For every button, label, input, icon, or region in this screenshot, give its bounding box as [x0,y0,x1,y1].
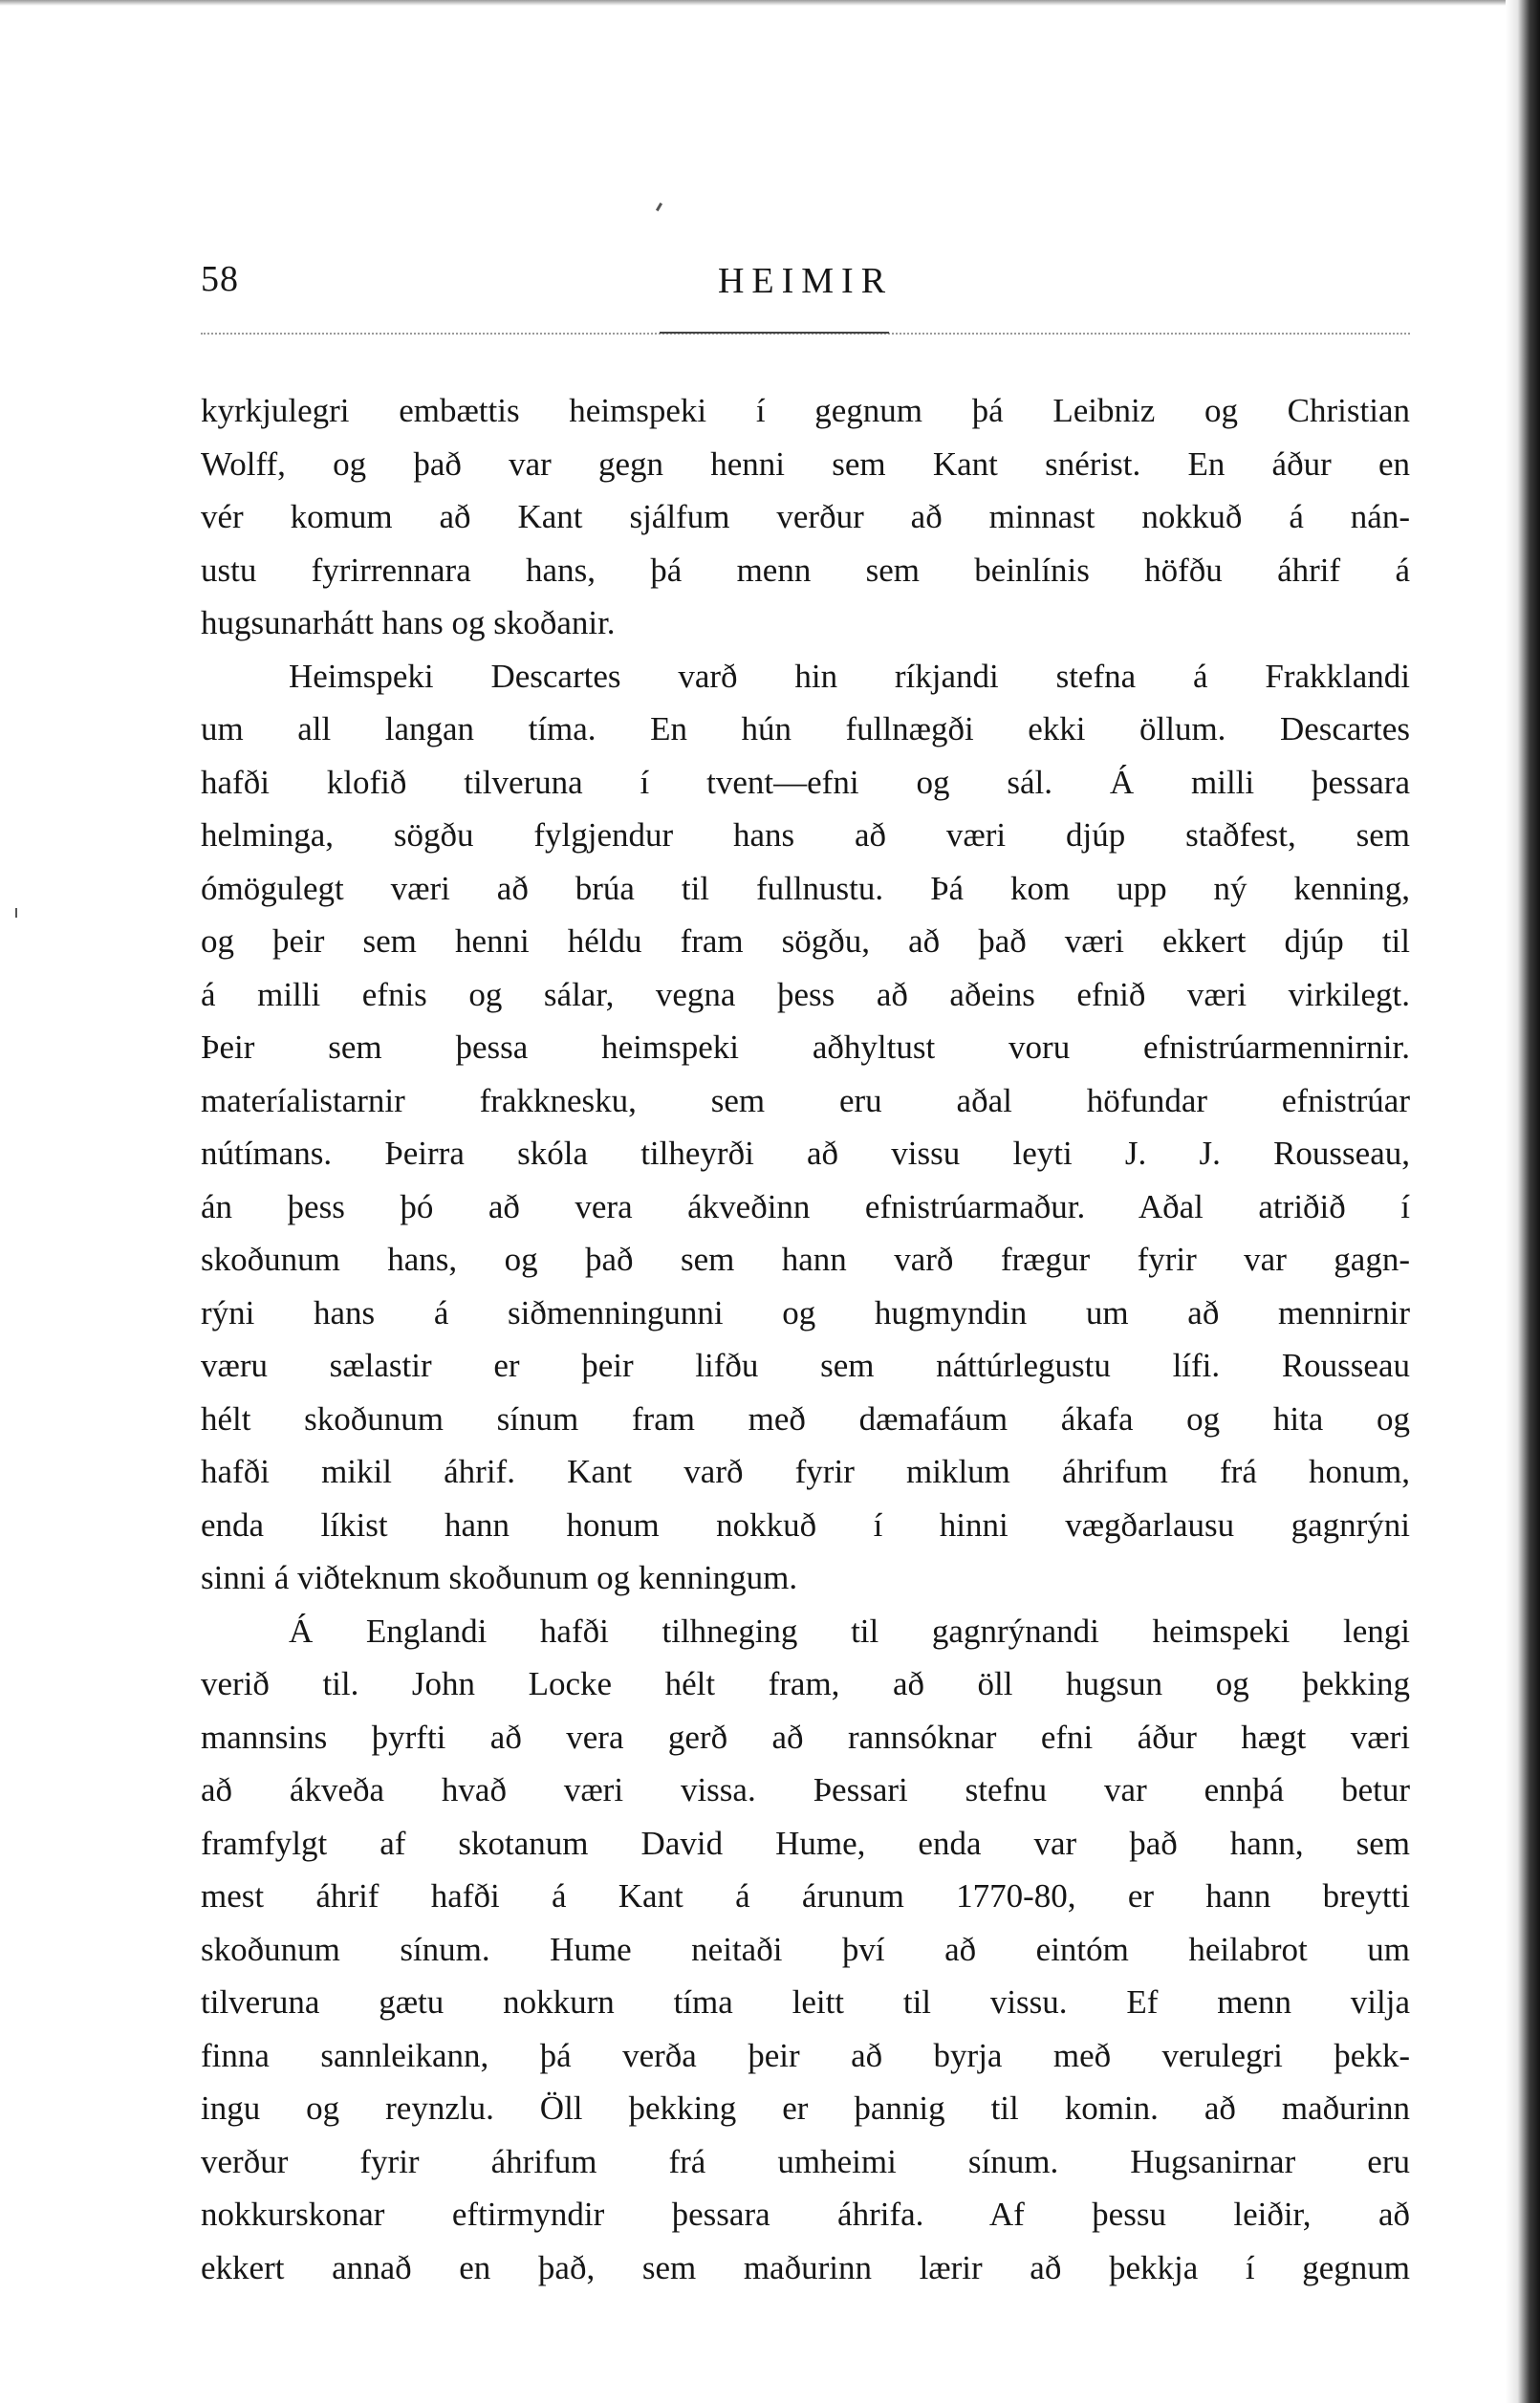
text-line: hugsunarhátt hans og skoðanir. [201,604,616,641]
text-line: nokkurskonar eftirmyndir þessara áhrifa. Af þessu leiðir, að [201,2196,1410,2233]
scan-top-edge [0,0,1540,6]
page-number: 58 [201,259,239,299]
book-page [201,258,1410,2286]
scan-page-edge [1506,0,1540,2403]
text-line: hafði klofið tilveruna í tvent—efni og sál. Á milli þessara [201,763,1410,801]
scan-speck [15,908,17,918]
running-title: HEIMIR [717,261,894,301]
text-line: skoðunum sínum. Hume neitaði því að eintóm heilabrot um [201,1930,1410,1968]
text-line: ingu og reynzlu. Öll þekking er þannig til komin. að maðurinn [201,2089,1410,2127]
running-head [201,258,1410,325]
header-rule-center [660,332,889,334]
text-line: ekkert annað en það, sem maðurinn lærir að þekkja í gegnum [201,2248,1410,2286]
body-text [201,384,1410,2294]
text-line: án þess þó að vera ákveðinn efnistrúarmaður. Aðal atriðið í [201,1187,1410,1225]
text-line: tilveruna gætu nokkurn tíma leitt til vissu. Ef menn vilja [201,1983,1410,2021]
text-line: um all langan tíma. En hún fullnægði ekki öllum. Descartes [201,710,1410,747]
text-line: enda líkist hann honum nokkuð í hinni vægðarlausu gagnrýni [201,1505,1410,1544]
text-line: finna sannleikann, þá verða þeir að byrja með verulegri þekk- [201,2036,1410,2074]
text-line: hafði mikil áhrif. Kant varð fyrir miklum áhrifum frá honum, [201,1453,1410,1490]
text-line: verður fyrir áhrifum frá umheimi sínum. Hugsanirnar eru [201,2142,1410,2180]
text-line: rýni hans á siðmenningunni og hugmyndin um að mennirnir [201,1293,1410,1331]
text-line: skoðunum hans, og það sem hann varð frægur fyrir var gagn- [201,1241,1410,1278]
text-line: mannsins þyrfti að vera gerð að rannsóknar efni áður hægt væri [201,1718,1410,1756]
text-line: hélt skoðunum sínum fram með dæmafáum ákafa og hita og [201,1399,1410,1438]
text-line: verið til. John Locke hélt fram, að öll hugsun og þekking [201,1665,1410,1702]
text-line: nútímans. Þeirra skóla tilheyrði að vissu leyti J. J. Rousseau, [201,1135,1410,1172]
text-line: mest áhrif hafði á Kant á árunum 1770-80, er hann breytti [201,1877,1410,1915]
text-line: vér komum að Kant sjálfum verður að minnast nokkuð á nán- [201,498,1410,535]
text-line: Wolff, og það var gegn henni sem Kant snérist. En áður en [201,444,1410,483]
text-line: að ákveða hvað væri vissa. Þessari stefnu var ennþá betur [201,1771,1410,1808]
text-line: framfylgt af skotanum David Hume, enda var það hann, sem [201,1824,1410,1862]
text-line: kyrkjulegri embættis heimspeki í gegnum þá Leibniz og Christian [201,392,1410,429]
text-line: helminga, sögðu fylgjendur hans að væri djúp staðfest, sem [201,816,1410,854]
scan-speck [656,203,662,211]
text-line: ómögulegt væri að brúa til fullnustu. Þá kom upp ný kenning, [201,869,1410,907]
text-line: materíalistarnir frakknesku, sem eru aðal höfundar efnistrúar [201,1081,1410,1119]
text-line: ustu fyrirrennara hans, þá menn sem beinlínis höfðu áhrif á [201,551,1410,589]
paragraph-first-line: Heimspeki Descartes varð hin ríkjandi stefna á Frakklandi [289,657,1410,695]
text-line: á milli efnis og sálar, vegna þess að aðeins efnið væri virkilegt. [201,975,1410,1013]
text-line: væru sælastir er þeir lifðu sem náttúrlegustu lífi. Rousseau [201,1347,1410,1384]
text-line: og þeir sem henni héldu fram sögðu, að það væri ekkert djúp til [201,922,1410,960]
text-line: sinni á viðteknum skoðunum og kenningum. [201,1559,798,1596]
paragraph-first-line: Á Englandi hafði tilhneging til gagnrýnandi heimspeki lengi [289,1612,1410,1650]
text-line: Þeir sem þessa heimspeki aðhyltust voru efnistrúarmennirnir. [201,1028,1410,1066]
